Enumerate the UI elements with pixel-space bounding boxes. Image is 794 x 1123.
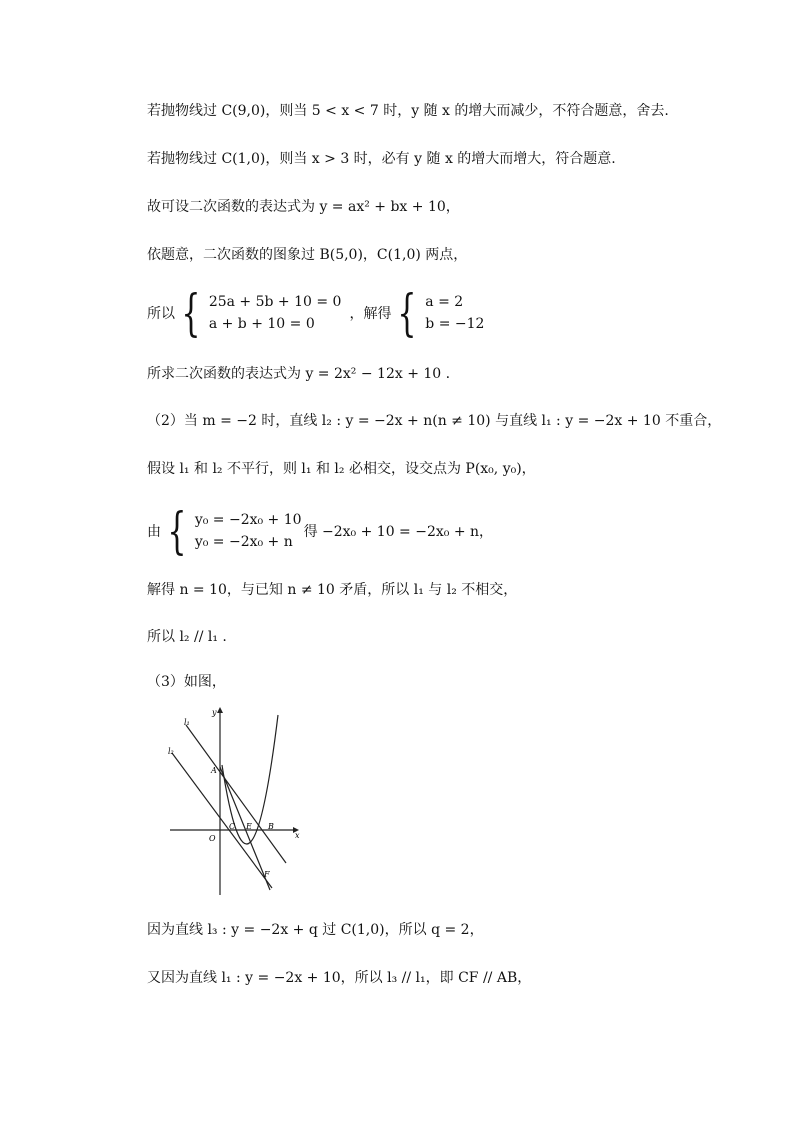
label-O: O [209, 834, 216, 843]
prefix-text: 由 [147, 524, 161, 540]
line-1: 若抛物线过 C(9,0)，则当 5 < x < 7 时，y 随 x 的增大而减少，不符合题意，舍去. [147, 103, 669, 119]
line-3: 故可设二次函数的表达式为 y = ax² + bx + 10， [147, 199, 460, 215]
line-7: （2）当 m = −2 时，直线 l₂ : y = −2x + n(n ≠ 10) 与直线 l₁ : y = −2x + 10 不重合， [147, 413, 722, 429]
line-8: 假设 l₁ 和 l₂ 不平行，则 l₁ 和 l₂ 必相交，设交点为 P(x₀, y₀)， [147, 461, 536, 477]
label-x: x [295, 831, 300, 840]
left-brace: { [167, 502, 187, 560]
line-13: 因为直线 l₃ : y = −2x + q 过 C(1,0)，所以 q = 2， [147, 922, 484, 938]
line-6: 所求二次函数的表达式为 y = 2x² − 12x + 10 . [147, 366, 451, 382]
label-C: C [229, 822, 236, 831]
equation-2: y₀ = −2x₀ + n [194, 534, 293, 550]
line-2: 若抛物线过 C(1,0)，则当 x > 3 时，必有 y 随 x 的增大而增大，符合题意. [147, 151, 616, 167]
line-l1 [186, 725, 286, 863]
left-brace: { [181, 284, 201, 342]
equation-system-2 [147, 502, 494, 560]
line-10: 解得 n = 10，与已知 n ≠ 10 矛盾，所以 l₁ 与 l₂ 不相交， [147, 582, 518, 598]
equation-1: y₀ = −2x₀ + 10 [194, 512, 302, 528]
line-12: （3）如图， [147, 674, 226, 690]
equation-2: a + b + 10 = 0 [208, 316, 315, 332]
solution-b: b = −12 [425, 316, 485, 332]
y-axis-arrow [217, 707, 223, 713]
label-F: F [264, 870, 270, 879]
equation-system-1 [147, 284, 485, 342]
label-B: B [268, 822, 274, 831]
solve-text: ，解得 [349, 306, 392, 322]
left-brace: { [397, 284, 417, 342]
derived-equation: 得 −2x₀ + 10 = −2x₀ + n， [303, 524, 494, 540]
label-A: A [211, 766, 217, 775]
line-11: 所以 l₂ // l₁ . [147, 629, 227, 645]
line-4: 依题意，二次函数的图象过 B(5,0)，C(1,0) 两点， [147, 247, 468, 263]
label-E: E [246, 822, 252, 831]
graph-figure [160, 705, 305, 900]
line-14: 又因为直线 l₁ : y = −2x + 10，所以 l₃ // l₁，即 CF // AB， [147, 970, 532, 986]
label-l2: l₂ [168, 747, 174, 756]
label-y: y [212, 708, 217, 717]
solution-a: a = 2 [425, 294, 464, 310]
prefix-text: 所以 [147, 306, 175, 322]
label-l1: l₁ [184, 718, 190, 727]
equation-1: 25a + 5b + 10 = 0 [208, 294, 342, 310]
